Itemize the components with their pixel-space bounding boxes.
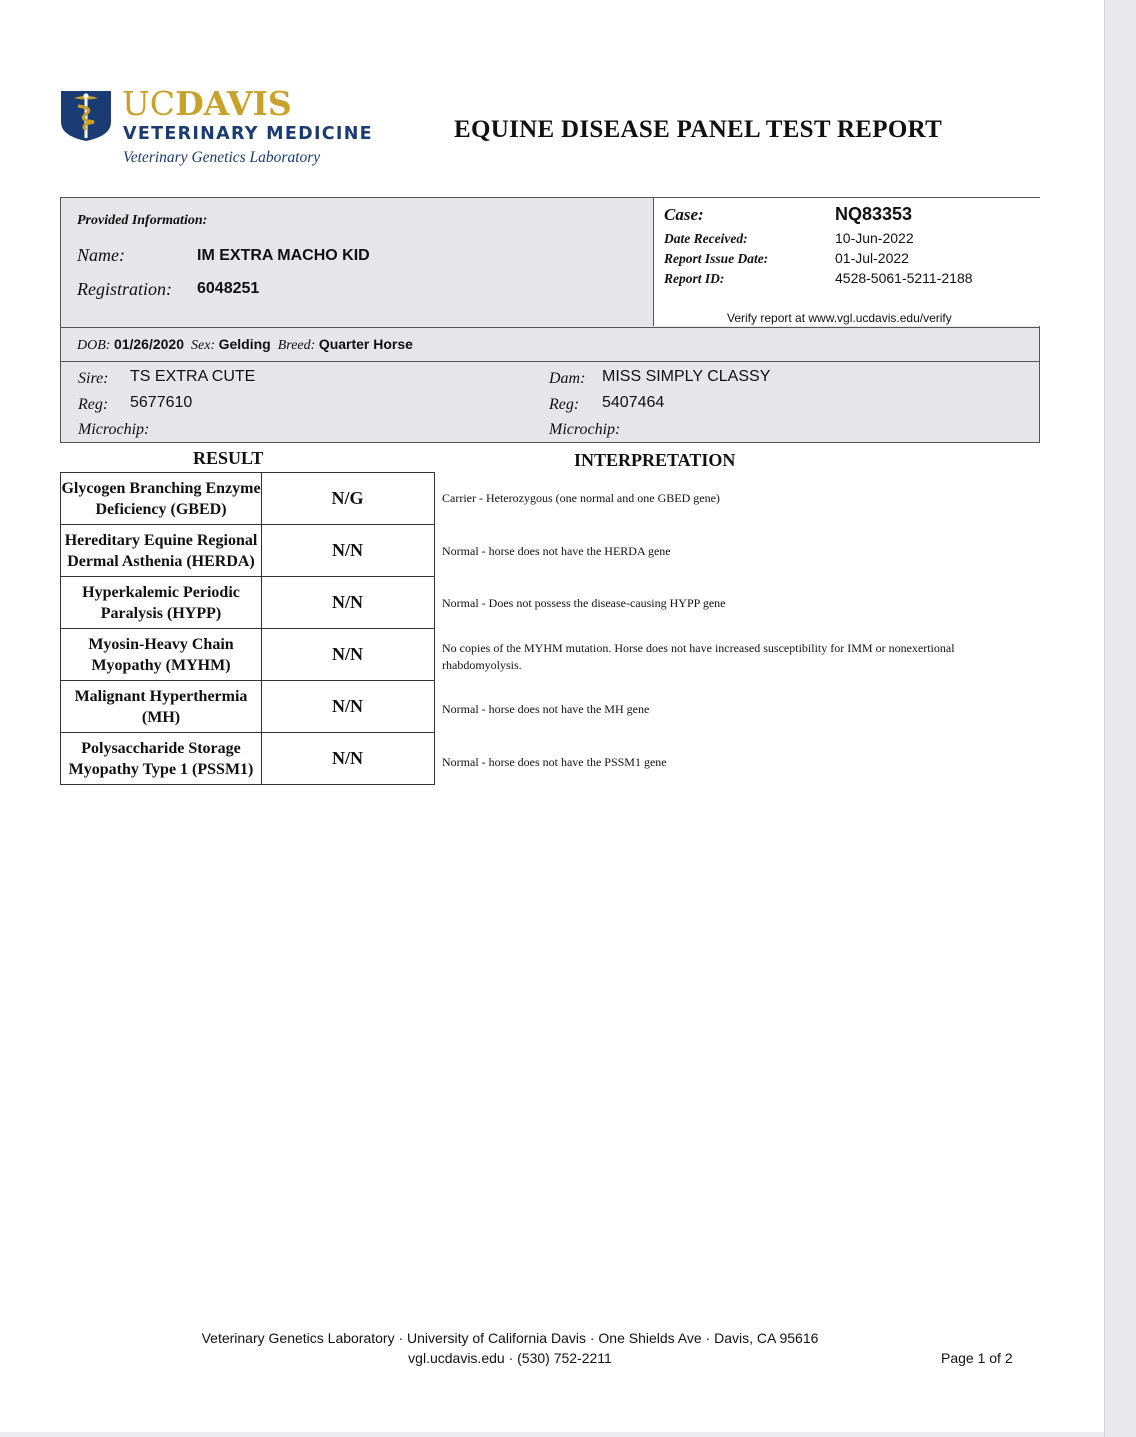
test-result: N/N: [332, 696, 363, 716]
test-result: N/N: [332, 748, 363, 768]
issue-date-label: Report Issue Date:: [664, 251, 769, 266]
logo-lab-text: Veterinary Genetics Laboratory: [123, 149, 321, 166]
case-id: NQ83353: [835, 204, 913, 224]
caduceus-shield-icon: [60, 90, 112, 142]
interpretation-text: Normal - horse does not have the HERDA gene: [442, 543, 671, 558]
test-name: Malignant Hyperthermia (MH): [61, 681, 262, 732]
page-edge: [1104, 0, 1136, 1437]
dam-label: Dam:: [549, 370, 586, 387]
page-bottom-edge: [0, 1432, 1104, 1437]
breed-label: Breed:: [277, 338, 316, 353]
report-id: 4528-5061-5211-2188: [835, 270, 973, 286]
sex-label: Sex:: [191, 338, 216, 353]
registration-label: Registration:: [77, 279, 172, 299]
issue-date: 01-Jul-2022: [835, 250, 909, 266]
animal-details-row: [61, 327, 1039, 362]
result-row: [60, 472, 435, 525]
test-name: Polysaccharide Storage Myopathy Type 1 (PSSM1): [61, 733, 262, 784]
ucdavis-logo: [60, 84, 373, 172]
interpretation-heading: INTERPRETATION: [574, 450, 736, 470]
test-result: N/N: [332, 644, 363, 664]
footer: [0, 1328, 1020, 1368]
interpretation-text: Normal - Does not possess the disease-causing HYPP gene: [442, 596, 726, 611]
interpretation-list: [442, 472, 1002, 789]
sire-name: TS EXTRA CUTE: [130, 368, 256, 385]
report-id-label: Report ID:: [664, 271, 725, 286]
sex-value: Gelding: [218, 336, 271, 352]
footer-contact: vgl.ucdavis.edu · (530) 752-2211: [408, 1350, 612, 1366]
animal-details: [77, 336, 413, 354]
result-row: [60, 733, 435, 785]
test-result: N/G: [331, 488, 364, 508]
footer-address: Veterinary Genetics Laboratory · University of California Davis · One Shields Ave · Davis, CA 95616: [201, 1330, 819, 1346]
result-row: [60, 681, 435, 733]
provided-heading: Provided Information:: [77, 213, 208, 228]
sire-reg-label: Reg:: [78, 396, 109, 413]
dam-reg-label: Reg:: [549, 396, 580, 413]
sire-label: Sire:: [78, 370, 109, 387]
interpretation-text: Normal - horse does not have the PSSM1 gene: [442, 754, 667, 769]
result-row: [60, 577, 435, 629]
horse-name: IM EXTRA MACHO KID: [197, 247, 370, 264]
case-panel: [653, 198, 1040, 326]
sire-microchip-label: Microchip:: [78, 421, 150, 438]
date-received: 10-Jun-2022: [835, 230, 914, 246]
result-heading: RESULT: [193, 448, 264, 468]
report-title: EQUINE DISEASE PANEL TEST REPORT: [454, 116, 943, 143]
test-name: Myosin-Heavy Chain Myopathy (MYHM): [61, 629, 262, 680]
result-row: [60, 525, 435, 577]
interpretation-text: No copies of the MYHM mutation. Horse does not have increased susceptibility for IMM or nonexertional rhabdomyolysis.: [442, 640, 955, 672]
dam-reg: 5407464: [602, 394, 665, 411]
test-name: Hereditary Equine Regional Dermal Asthenia (HERDA): [61, 525, 262, 576]
test-result: N/N: [332, 540, 363, 560]
dob-value: 01/26/2020: [113, 336, 185, 352]
verify-link[interactable]: Verify report at www.vgl.ucdavis.edu/verify: [727, 311, 952, 325]
logo-vetmed-text: VETERINARY MEDICINE: [123, 124, 373, 144]
result-table: [60, 472, 435, 785]
breed-value: Quarter Horse: [318, 336, 413, 352]
result-row: [60, 629, 435, 681]
name-label: Name:: [77, 245, 125, 265]
registration-number: 6048251: [197, 280, 260, 297]
sire-reg: 5677610: [130, 394, 193, 411]
test-name: Glycogen Branching Enzyme Deficiency (GBED): [61, 473, 262, 524]
case-label: Case:: [664, 205, 704, 224]
interpretation-text: Normal - horse does not have the MH gene: [442, 702, 650, 717]
dam-name: MISS SIMPLY CLASSY: [602, 368, 771, 385]
test-name: Hyperkalemic Periodic Paralysis (HYPP): [61, 577, 262, 628]
dob-label: DOB:: [77, 338, 111, 353]
date-received-label: Date Received:: [664, 231, 748, 246]
provided-info-panel: [61, 198, 653, 328]
dam-microchip-label: Microchip:: [549, 421, 621, 438]
page-number: Page 1 of 2: [941, 1350, 1013, 1366]
info-box: [60, 197, 1040, 443]
interpretation-text: Carrier - Heterozygous (one normal and one GBED gene): [442, 490, 720, 505]
test-result: N/N: [332, 592, 363, 612]
logo-ucdavis-wordmark: UCDAVIS: [122, 84, 292, 123]
